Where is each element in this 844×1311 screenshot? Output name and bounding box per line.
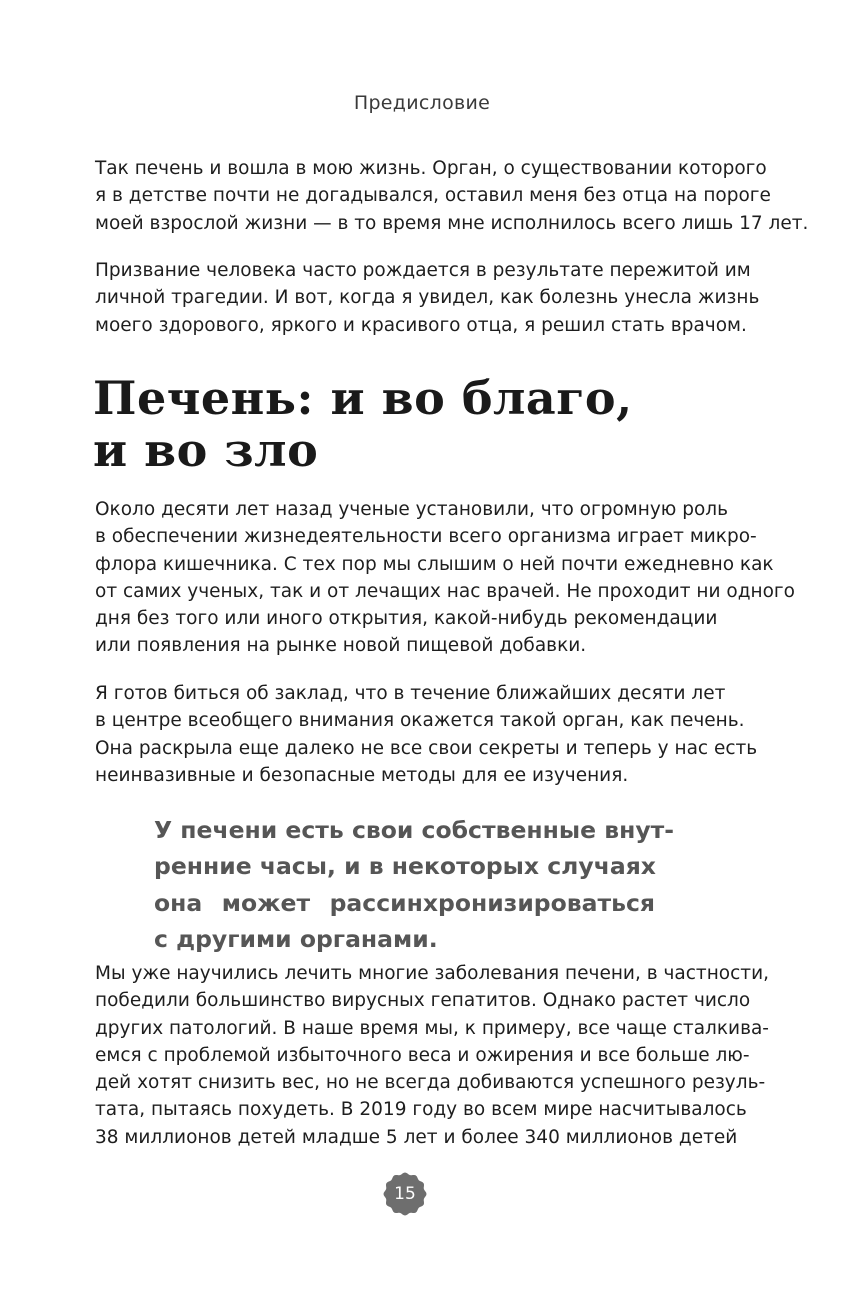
text-line: или появления на рынке новой пищевой добавки. [95, 635, 587, 657]
paragraph-4 [95, 680, 758, 789]
text-line: в центре всеобщего внимания окажется такой орган, как печень. [95, 710, 745, 732]
text-line: моей взрослой жизни — в то время мне исполнилось всего лишь 17 лет. [95, 212, 809, 234]
text-line: тата, пытаясь похудеть. В 2019 году во всем мире насчитывалось [95, 1099, 747, 1121]
text-line: дня без того или иного открытия, какой-нибудь рекомендации [95, 608, 718, 630]
text-line: Так печень и вошла в мою жизнь. Орган, о существовании которого [95, 158, 767, 179]
text-line: других патологий. В наше время мы, к примеру, все чаще сталкива- [95, 1017, 769, 1039]
text-line: я в детстве почти не догадывался, оставил меня без отца на пороге [95, 185, 771, 207]
text-line: от самих ученых, так и от лечащих нас врачей. Не проходит ни одного [95, 580, 795, 602]
paragraph-1 [95, 155, 809, 237]
page-number-badge [383, 1172, 427, 1216]
text-line: Призвание человека часто рождается в результате пережитой им [95, 260, 751, 281]
text-line: неинвазивные и безопасные методы для ее изучения. [95, 764, 629, 786]
paragraph-3 [95, 496, 795, 660]
text-line: личной трагедии. И вот, когда я увидел, как болезнь унесла жизнь [95, 287, 760, 309]
text-line: флора кишечника. С тех пор мы слышим о ней почти ежедневно как [95, 553, 774, 575]
text-line: победили большинство вирусных гепатитов. Однако растет число [95, 990, 751, 1012]
page-number: 15 [394, 1184, 416, 1204]
text-line: Около десяти лет назад ученые установили, что огромную роль [95, 499, 729, 520]
text-line: емся с проблемой избыточного веса и ожирения и все больше лю- [95, 1044, 750, 1066]
text-line: Она раскрыла еще далеко не все свои секреты и теперь у нас есть [95, 737, 758, 759]
text-line: дей хотят снизить вес, но не всегда добиваются успешного резуль- [95, 1072, 766, 1094]
paragraph-2 [95, 257, 760, 339]
text-line: 38 миллионов детей младше 5 лет и более 340 миллионов детей [95, 1126, 738, 1148]
pull-quote-line: У печени есть свои собственные внут- [154, 816, 675, 844]
text-line: в обеспечении жизнедеятельности всего организма играет микро- [95, 526, 757, 548]
text-line: Я готов биться об заклад, что в течение ближайших десяти лет [95, 683, 726, 704]
pull-quote-line: ренние часы, и в некоторых случаях [154, 852, 656, 881]
text-line: Мы уже научились лечить многие заболевания печени, в частности, [95, 963, 769, 984]
paragraph-5 [95, 960, 769, 1151]
running-header: Предисловие [353, 92, 491, 114]
section-title-line: Печень: и во благо, [93, 371, 633, 425]
text-line: моего здорового, яркого и красивого отца, я решил стать врачом. [95, 314, 747, 336]
section-title-line: и во зло [93, 423, 319, 477]
pull-quote [154, 812, 675, 957]
pull-quote-line: она может рассинхронизироваться [154, 888, 655, 917]
section-title [93, 372, 733, 476]
pull-quote-line: с другими органами. [154, 924, 438, 953]
